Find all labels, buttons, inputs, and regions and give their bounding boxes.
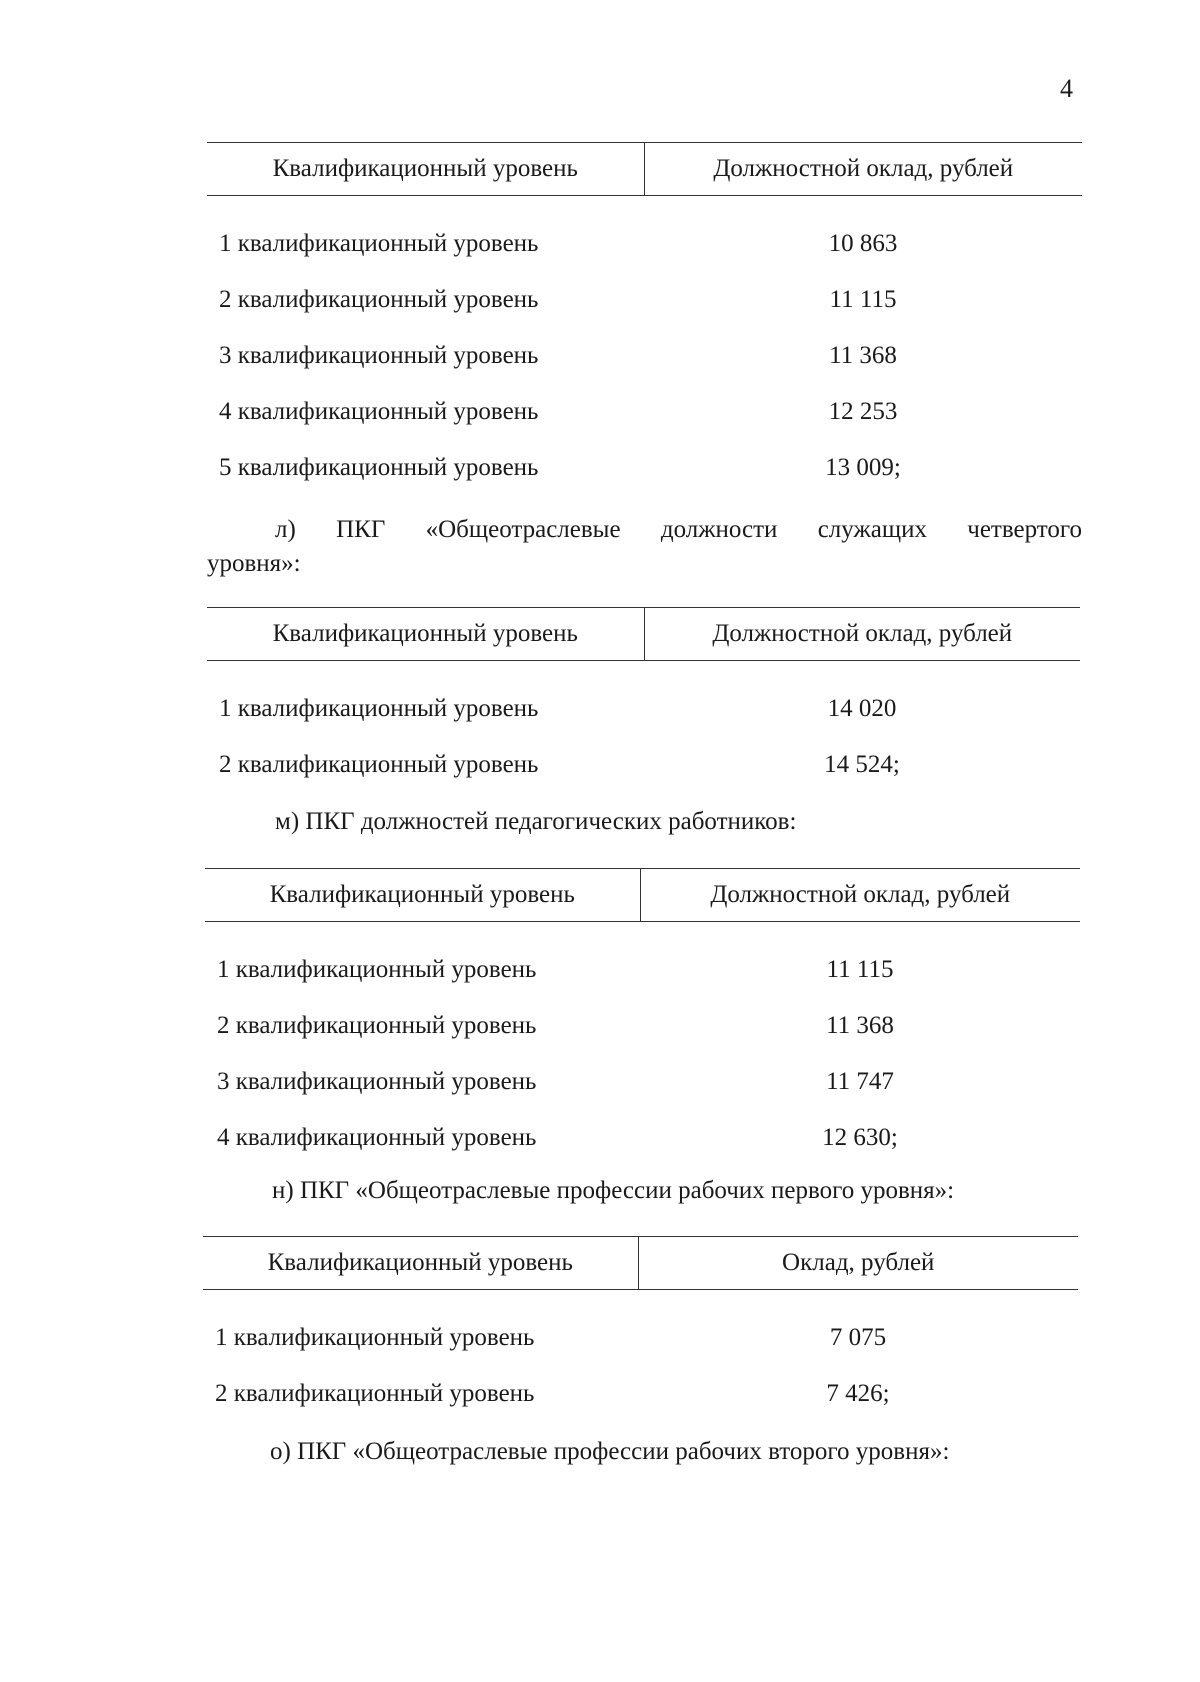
- table-row: [203, 1366, 1078, 1422]
- column-header-salary: Должностной оклад, рублей: [640, 869, 1080, 922]
- table-row: [207, 384, 1082, 440]
- salary-cell: 10 863: [828, 230, 898, 257]
- salary-cell: 11 368: [829, 342, 897, 369]
- level-cell: 3 квалификационный уровень: [219, 342, 539, 369]
- column-header-salary: Оклад, рублей: [638, 1237, 1078, 1290]
- salary-cell: 11 115: [829, 286, 897, 313]
- paragraph-l-line2: уровня»:: [207, 550, 301, 577]
- column-header-level: Квалификационный уровень: [207, 143, 644, 196]
- table-row: [207, 440, 1082, 496]
- salary-cell: 7 075: [829, 1324, 887, 1351]
- table-row: [207, 737, 1080, 793]
- level-cell: 4 квалификационный уровень: [217, 1124, 537, 1151]
- table-row: [207, 328, 1082, 384]
- table-row: [207, 196, 1082, 273]
- salary-cell: 14 524;: [824, 751, 900, 778]
- table-row: [205, 1110, 1080, 1166]
- table-row: [207, 272, 1082, 328]
- level-cell: 5 квалификационный уровень: [219, 454, 539, 481]
- salary-cell: 13 009;: [825, 454, 901, 481]
- level-cell: 1 квалификационный уровень: [219, 695, 539, 722]
- table-header-row: [203, 1237, 1078, 1290]
- table-row: [205, 922, 1080, 999]
- level-cell: 1 квалификационный уровень: [219, 230, 539, 257]
- level-cell: 2 квалификационный уровень: [217, 1012, 537, 1039]
- paragraph-m: м) ПКГ должностей педагогических работников:: [275, 808, 797, 835]
- table-row: [205, 1054, 1080, 1110]
- table-row: [207, 661, 1080, 738]
- salary-cell: 14 020: [827, 695, 897, 722]
- salary-cell: 12 253: [828, 398, 898, 425]
- level-cell: 2 квалификационный уровень: [215, 1380, 535, 1407]
- salary-table-2: [207, 607, 1080, 793]
- salary-cell: 7 426;: [826, 1380, 890, 1407]
- level-cell: 3 квалификационный уровень: [217, 1068, 537, 1095]
- table-header-row: [207, 608, 1080, 661]
- column-header-level: Квалификационный уровень: [207, 608, 644, 661]
- level-cell: 1 квалификационный уровень: [215, 1324, 535, 1351]
- table-header-row: [205, 869, 1080, 922]
- table-header-row: [207, 143, 1082, 196]
- level-cell: 2 квалификационный уровень: [219, 751, 539, 778]
- table-row: [205, 998, 1080, 1054]
- column-header-level: Квалификационный уровень: [203, 1237, 638, 1290]
- salary-cell: 11 747: [826, 1068, 894, 1095]
- column-header-level: Квалификационный уровень: [205, 869, 640, 922]
- salary-table-4: [203, 1236, 1078, 1422]
- column-header-salary: Должностной оклад, рублей: [644, 608, 1080, 661]
- salary-table-3: [205, 868, 1080, 1166]
- table-row: [203, 1290, 1078, 1367]
- paragraph-n: н) ПКГ «Общеотраслевые профессии рабочих первого уровня»:: [272, 1177, 955, 1204]
- level-cell: 1 квалификационный уровень: [217, 956, 537, 983]
- level-cell: 2 квалификационный уровень: [219, 286, 539, 313]
- salary-cell: 12 630;: [822, 1124, 898, 1151]
- column-header-salary: Должностной оклад, рублей: [644, 143, 1082, 196]
- salary-cell: 11 368: [826, 1012, 894, 1039]
- salary-table-1: [207, 142, 1082, 496]
- page-number: 4: [1060, 74, 1073, 103]
- paragraph-o: о) ПКГ «Общеотраслевые профессии рабочих второго уровня»:: [270, 1438, 950, 1465]
- paragraph-l-line1: л) ПКГ «Общеотраслевые должности служащих четвертого: [275, 516, 1082, 543]
- salary-cell: 11 115: [826, 956, 894, 983]
- level-cell: 4 квалификационный уровень: [219, 398, 539, 425]
